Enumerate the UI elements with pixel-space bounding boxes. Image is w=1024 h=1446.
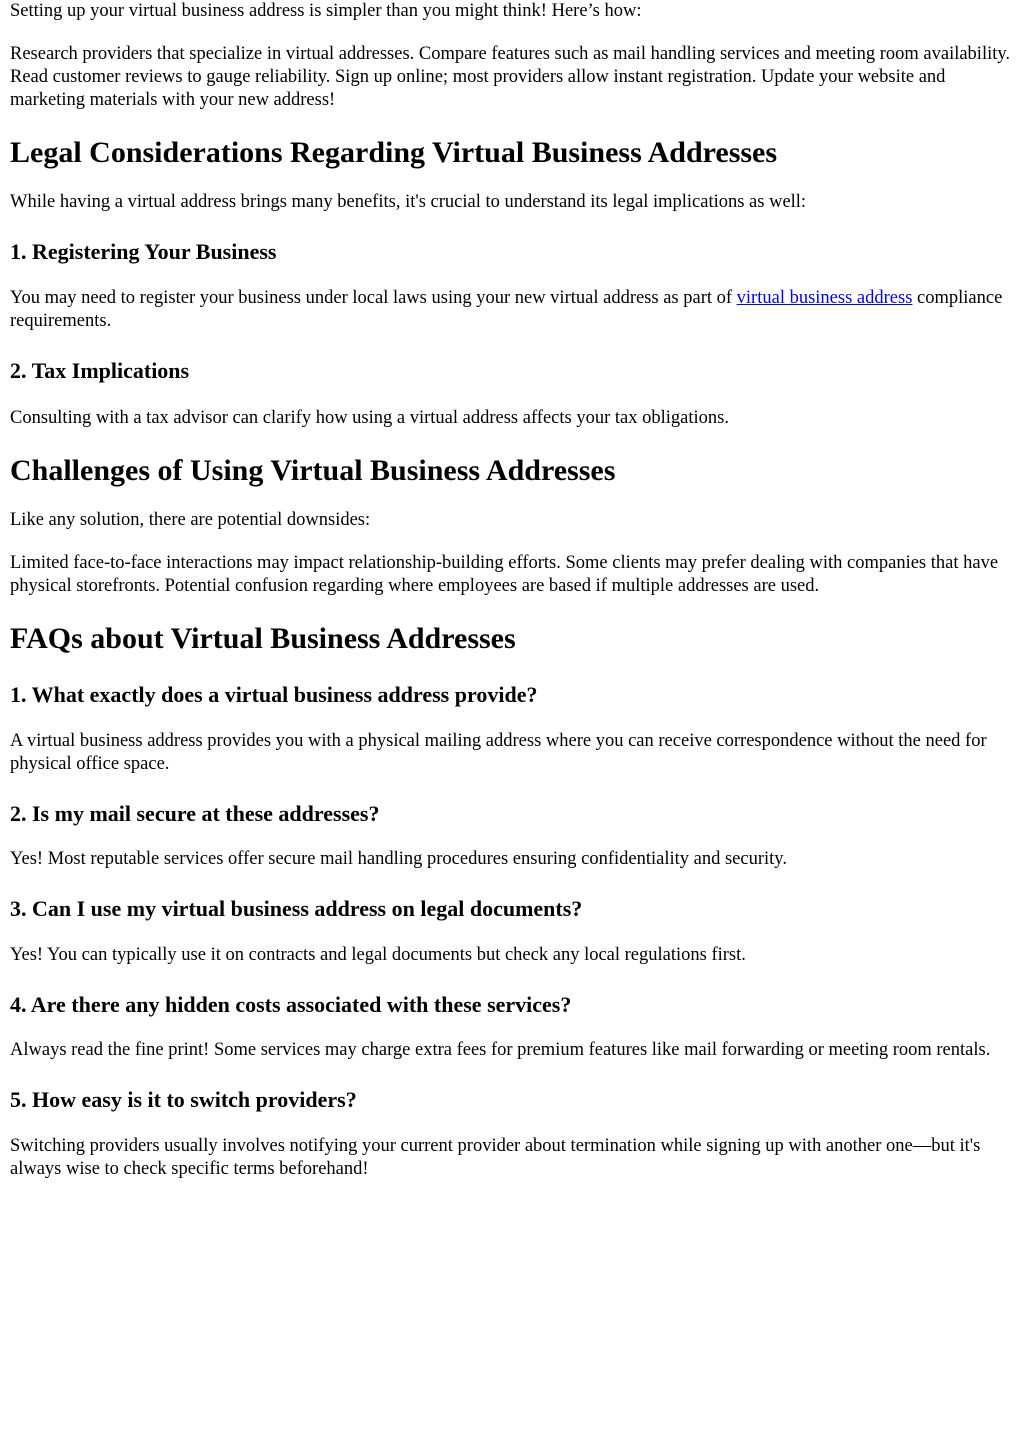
legal-intro-text: While having a virtual address brings many benefits, it's crucial to understand its legal implications as well: bbox=[10, 192, 807, 212]
registering-text-after: compliance requirements. bbox=[10, 288, 1003, 331]
faq-answer: Always read the fine print! Some services may charge extra fees for premium features like mail forwarding or meeting room rentals. bbox=[10, 1040, 991, 1060]
challenges-section-heading: Challenges of Using Virtual Business Addresses bbox=[10, 454, 616, 487]
faq-question: 3. Can I use my virtual business address on legal documents? bbox=[10, 896, 583, 921]
challenges-intro-text: Like any solution, there are potential downsides: bbox=[10, 510, 371, 530]
faq-question: 1. What exactly does a virtual business address provide? bbox=[10, 682, 538, 707]
setup-steps-text: Research providers that specialize in virtual addresses. Compare features such as mail handling services and meeting room availability. Read customer reviews to gauge reliability. Sign up online; most providers allow instant registration. Update your website and marketing materials with your new address! bbox=[10, 44, 1011, 110]
faq-question: 2. Is my mail secure at these addresses? bbox=[10, 801, 380, 826]
virtual-business-address-link[interactable]: virtual business address bbox=[736, 288, 913, 308]
faq-answer: Yes! You can typically use it on contracts and legal documents but check any local regulations first. bbox=[10, 945, 746, 965]
faq-answer: Switching providers usually involves notifying your current provider about termination while signing up with another one—but it's always wise to check specific terms beforehand! bbox=[10, 1136, 981, 1179]
faq-answer: Yes! Most reputable services offer secure mail handling procedures ensuring confidentiality and security. bbox=[10, 849, 787, 869]
tax-text: Consulting with a tax advisor can clarify how using a virtual address affects your tax obligations. bbox=[10, 408, 729, 428]
faq-answer: A virtual business address provides you with a physical mailing address where you can receive correspondence without the need for physical office space. bbox=[10, 731, 987, 774]
legal-section-heading: Legal Considerations Regarding Virtual Business Addresses bbox=[10, 136, 778, 169]
challenges-text: Limited face-to-face interactions may impact relationship-building efforts. Some clients may prefer dealing with companies that have physical storefronts. Potential confusion regarding where employees are based if multiple addresses are used. bbox=[10, 553, 999, 596]
faqs-section-heading: FAQs about Virtual Business Addresses bbox=[10, 622, 516, 655]
registering-heading: 1. Registering Your Business bbox=[10, 239, 277, 264]
setup-intro-text: Setting up your virtual business address is simpler than you might think! Here’s how: bbox=[10, 1, 642, 21]
registering-text bbox=[10, 287, 1014, 333]
faq-question: 4. Are there any hidden costs associated with these services? bbox=[10, 992, 572, 1017]
faq-question: 5. How easy is it to switch providers? bbox=[10, 1087, 357, 1112]
tax-heading: 2. Tax Implications bbox=[10, 358, 190, 383]
registering-text-before: You may need to register your business under local laws using your new virtual address as part of bbox=[10, 288, 737, 308]
